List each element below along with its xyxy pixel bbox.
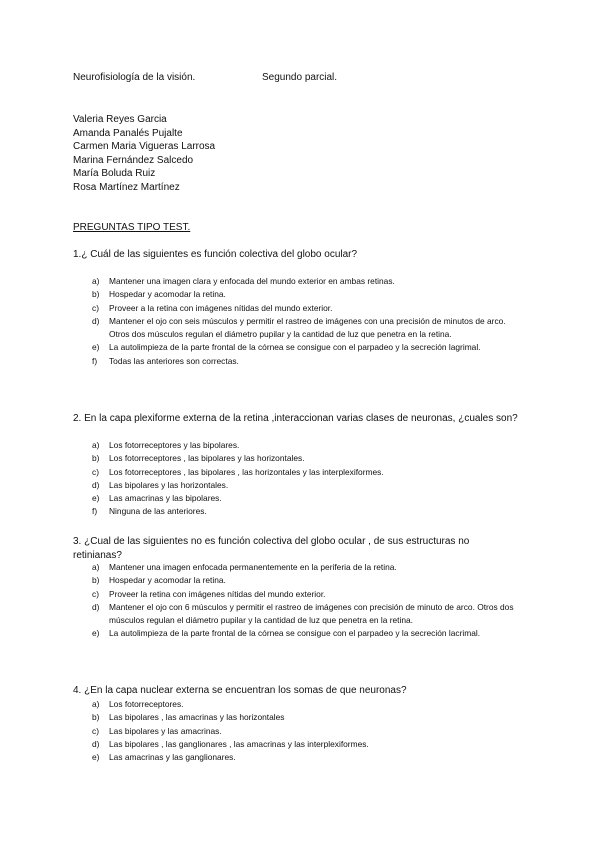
option-item xyxy=(92,275,522,288)
option-letter: c) xyxy=(92,302,99,313)
option-letter: e) xyxy=(92,493,100,504)
section-heading: PREGUNTAS TIPO TEST. xyxy=(73,222,191,233)
option-text: Proveer a la retina con imágenes nítidas del mundo exterior. xyxy=(109,302,333,313)
option-item xyxy=(92,698,522,711)
option-text: Las bipolares y las horizontales. xyxy=(109,479,229,490)
subject-title: Neurofisiología de la visión. xyxy=(73,72,196,83)
question-2: 2. En la capa plexiforme externa de la retina ,interaccionan varias clases de neuronas, ¿cuales son? xyxy=(73,413,518,424)
author-name: Rosa Martínez Martínez xyxy=(73,181,180,193)
question-3-options xyxy=(92,561,522,641)
question-1-options xyxy=(92,275,522,368)
option-item xyxy=(92,601,522,628)
option-item xyxy=(92,452,522,465)
option-letter: b) xyxy=(92,712,100,723)
option-item xyxy=(92,479,522,492)
option-letter: a) xyxy=(92,562,100,572)
author-name: María Boluda Ruiz xyxy=(73,168,156,180)
option-letter: e) xyxy=(92,628,100,639)
option-item xyxy=(92,355,522,368)
option-item xyxy=(92,561,522,574)
exam-title: Segundo parcial. xyxy=(262,72,338,83)
option-text: Los fotorreceptores , las bipolares y las horizontales. xyxy=(109,453,305,464)
option-letter: e) xyxy=(92,342,100,353)
option-letter: a) xyxy=(92,440,100,450)
question-3: 3. ¿Cual de las siguientes no es función colectiva del globo ocular , de sus estructuras no retinianas? xyxy=(73,536,470,561)
option-text: Mantener el ojo con 6 músculos y permitir el rastreo de imágenes con precisión de minuto de arco. Otros dos músculos regulan el diámetro pupilar y la cantidad de luz que penetra en la retina. xyxy=(109,601,514,626)
question-2-options xyxy=(92,439,522,519)
option-letter: c) xyxy=(92,466,99,477)
option-text: Los fotorreceptores. xyxy=(109,699,184,709)
option-letter: b) xyxy=(92,453,100,464)
option-item xyxy=(92,588,522,601)
option-text: Proveer la retina con imágenes nítidas del mundo exterior. xyxy=(109,588,326,599)
option-item xyxy=(92,751,522,764)
option-text: Las bipolares y las amacrinas. xyxy=(109,725,222,736)
option-letter: b) xyxy=(92,289,100,300)
option-letter: d) xyxy=(92,479,100,490)
option-letter: e) xyxy=(92,752,100,763)
option-text: Los fotorreceptores , las bipolares , las horizontales y las interplexiformes. xyxy=(109,466,384,477)
option-text: Las bipolares , las ganglionares , las amacrinas y las interplexiformes. xyxy=(109,738,369,749)
option-letter: d) xyxy=(92,315,100,326)
option-letter: d) xyxy=(92,738,100,749)
option-item xyxy=(92,492,522,505)
option-item xyxy=(92,505,522,518)
option-item xyxy=(92,466,522,479)
option-text: Los fotorreceptores y las bipolares. xyxy=(109,440,240,450)
option-letter: a) xyxy=(92,699,100,709)
option-text: Las bipolares , las amacrinas y las horizontales xyxy=(109,712,285,723)
option-letter: f) xyxy=(92,506,98,517)
option-item xyxy=(92,574,522,587)
author-name: Amanda Panalés Pujalte xyxy=(73,127,183,139)
option-item xyxy=(92,341,522,354)
document-header xyxy=(73,72,338,83)
question-4: 4. ¿En la capa nuclear externa se encuentran los somas de que neuronas? xyxy=(73,685,407,696)
option-item xyxy=(92,627,522,640)
option-text: Mantener el ojo con seis músculos y permitir el rastreo de imágenes con una precisión de minutos de arco. Otros dos músculos regulan el diámetro pupilar y la cantidad de luz que penetra en la retina. xyxy=(109,315,506,340)
option-text: La autolimpieza de la parte frontal de la córnea se consigue con el parpadeo y la secreción lacrimal. xyxy=(109,628,481,639)
option-item xyxy=(92,315,522,342)
option-text: Las amacrinas y las ganglionares. xyxy=(109,752,236,763)
option-text: La autolimpieza de la parte frontal de la córnea se consigue con el parpadeo y la secreción lagrimal. xyxy=(109,342,481,353)
author-name: Carmen Maria Vigueras Larrosa xyxy=(73,141,216,153)
option-item xyxy=(92,725,522,738)
option-item xyxy=(92,738,522,751)
option-letter: f) xyxy=(92,355,98,366)
option-text: Hospedar y acomodar la retina. xyxy=(109,575,226,586)
option-text: Mantener una imagen enfocada permanentemente en la periferia de la retina. xyxy=(109,562,397,572)
author-name: Valeria Reyes Garcia xyxy=(73,114,167,125)
option-letter: b) xyxy=(92,575,100,586)
option-letter: c) xyxy=(92,588,99,599)
question-4-options xyxy=(92,698,522,764)
option-item xyxy=(92,302,522,315)
option-letter: c) xyxy=(92,725,99,736)
option-item xyxy=(92,439,522,452)
author-name: Marina Fernández Salcedo xyxy=(73,154,194,166)
option-text: Hospedar y acomodar la retina. xyxy=(109,289,226,300)
option-item xyxy=(92,711,522,724)
option-item xyxy=(92,288,522,301)
option-letter: a) xyxy=(92,276,100,286)
option-text: Mantener una imagen clara y enfocada del mundo exterior en ambas retinas. xyxy=(109,276,395,286)
option-text: Ninguna de las anteriores. xyxy=(109,506,207,517)
author-list xyxy=(73,113,215,195)
option-text: Todas las anteriores son correctas. xyxy=(109,355,239,366)
option-letter: d) xyxy=(92,601,100,612)
option-text: Las amacrinas y las bipolares. xyxy=(109,493,222,504)
question-1: 1.¿ Cuál de las siguientes es función colectiva del globo ocular? xyxy=(73,249,358,260)
